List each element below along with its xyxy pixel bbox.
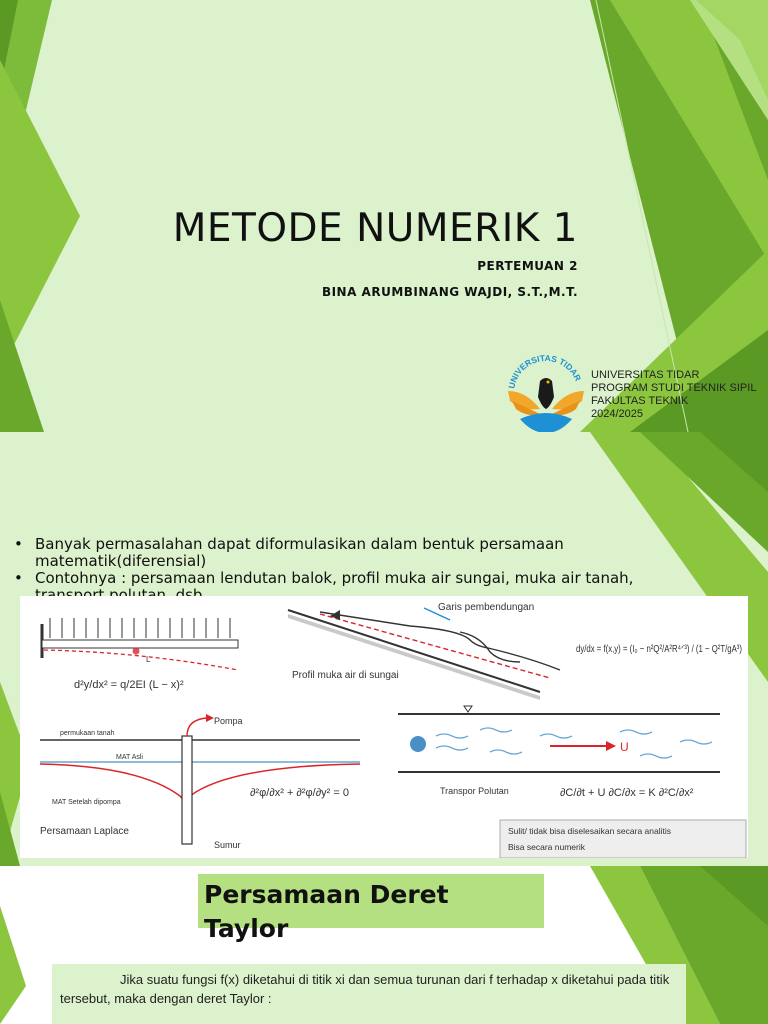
beam-equation: d²y/dx² = q/2EI (L − x)² xyxy=(74,679,184,691)
bullet-item: • Contohnya : persamaan lendutan balok, profil muka air sungai, muka air tanah, transport polutan, dsb. xyxy=(14,570,694,604)
title-line: Persamaan Deret xyxy=(204,880,449,909)
institution-line: PROGRAM STUDI TEKNIK SIPIL xyxy=(591,382,757,394)
pollutant-transport-label: Transpor Polutan xyxy=(440,786,509,796)
title-slide xyxy=(0,0,768,432)
beam-diagram xyxy=(42,618,238,670)
well-label: Sumur xyxy=(214,840,241,850)
note-item: Bisa secara numerik xyxy=(508,842,586,852)
institution-line: UNIVERSITAS TIDAR xyxy=(591,369,700,381)
lecturer-name: BINA ARUMBINANG WAJDI, S.T.,M.T. xyxy=(321,285,578,299)
notes-box xyxy=(500,820,746,858)
pollutant-diagram xyxy=(398,706,720,796)
title-line: Taylor xyxy=(204,914,289,943)
lowered-water-table-label: MAT Setelah dipompa xyxy=(52,799,121,806)
taylor-paragraph: Jika suatu fungsi f(x) diketahui di titik xi dan semua turunan dari f terhadap x diketahui pada titik tersebut, maka dengan deret Taylor : xyxy=(52,964,686,1024)
groundwater-diagram xyxy=(40,714,360,850)
velocity-label: U xyxy=(620,740,629,754)
dam-line-label: Garis pembendungan xyxy=(438,602,535,613)
river-profile-diagram xyxy=(288,602,560,700)
pollutant-equation: ∂C/∂t + U ∂C/∂x = K ∂²C/∂x² xyxy=(560,787,694,799)
river-profile-label: Profil muka air di sungai xyxy=(292,670,399,681)
laplace-equation: ∂²φ/∂x² + ∂²φ/∂y² = 0 xyxy=(250,787,349,799)
presentation-title: METODE NUMERIK 1 xyxy=(172,206,578,251)
differential-equation-slide xyxy=(0,432,768,866)
institution-line: FAKULTAS TEKNIK xyxy=(591,395,689,407)
pump-label: Pompa xyxy=(214,716,243,726)
university-logo xyxy=(504,355,588,432)
laplace-label: Persamaan Laplace xyxy=(40,826,129,837)
institution-line: 2024/2025 xyxy=(591,408,643,420)
beam-length-label: L xyxy=(146,655,151,664)
slide-title xyxy=(204,878,449,946)
logo-text: UNIVERSITAS TIDAR xyxy=(506,355,584,390)
river-equation: dy/dx = f(x,y) = (I₀ − n²Q²/A²R⁴ᐟ³) / (1 − Q²T/gA³) xyxy=(576,644,742,655)
note-item: Sulit/ tidak bisa diselesaikan secara analitis xyxy=(508,826,672,836)
original-water-table-label: MAT Asli xyxy=(116,754,143,761)
engineering-examples-figure xyxy=(20,596,748,858)
taylor-series-slide xyxy=(0,866,768,1024)
meeting-label: PERTEMUAN 2 xyxy=(477,259,578,273)
bullet-item: • Banyak permasalahan dapat diformulasikan dalam bentuk persamaan matematik(diferensial) xyxy=(14,536,694,570)
institution-info xyxy=(591,369,756,421)
ground-surface-label: permukaan tanah xyxy=(60,730,115,737)
bullet-list xyxy=(14,536,694,604)
